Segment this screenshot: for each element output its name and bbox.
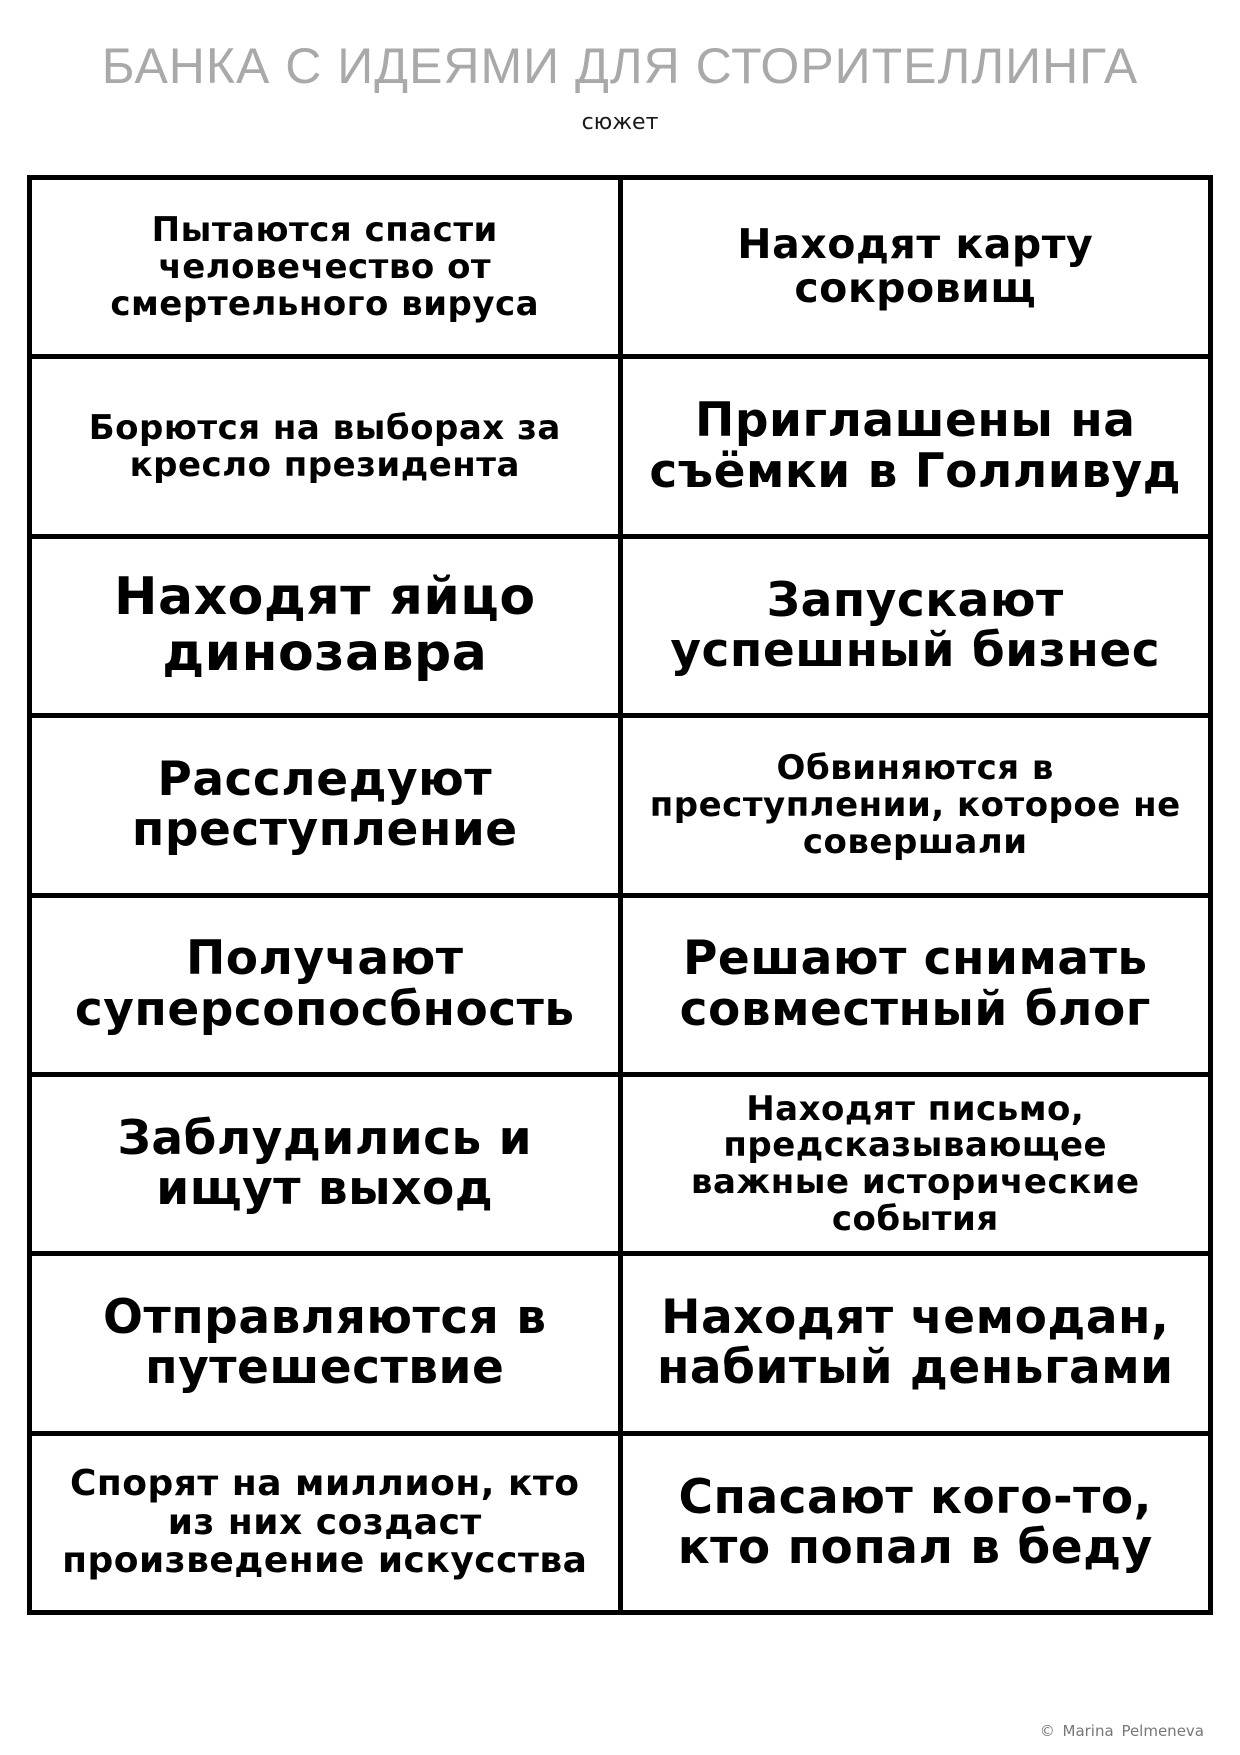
idea-card — [623, 718, 1209, 892]
idea-card — [623, 359, 1209, 533]
idea-card-text: Отправляются в путешествие — [103, 1290, 547, 1396]
idea-card — [32, 898, 618, 1072]
idea-card — [32, 1436, 618, 1610]
page-subtitle: сюжет — [581, 110, 659, 135]
idea-card — [623, 539, 1209, 713]
idea-card — [32, 539, 618, 713]
idea-card — [32, 180, 618, 354]
idea-card-text: Запускают успешный бизнес — [670, 572, 1161, 678]
page-title: БАНКА С ИДЕЯМИ ДЛЯ СТОРИТЕЛЛИНГА — [101, 38, 1139, 94]
idea-card-grid — [27, 175, 1213, 1615]
idea-card-text: Находят чемодан, набитый деньгами — [656, 1290, 1174, 1396]
idea-card-text: Находят письмо, предсказывающее важные исторические события — [690, 1088, 1140, 1239]
copyright-text: © Marina Pelmeneva — [1039, 1722, 1204, 1740]
idea-card — [623, 898, 1209, 1072]
idea-card-text: Получают суперсопосбность — [74, 931, 575, 1037]
idea-card-text: Обвиняются в преступлении, которое не совершали — [649, 748, 1181, 862]
idea-card-text: Находят яйцо динозавра — [113, 567, 536, 683]
idea-card — [32, 718, 618, 892]
idea-card-text: Спорят на миллион, кто из них создаст произведение искусства — [62, 1463, 588, 1582]
idea-card — [32, 1256, 618, 1430]
idea-card — [623, 1256, 1209, 1430]
idea-card-text: Расследуют преступление — [131, 752, 518, 858]
idea-card — [623, 1436, 1209, 1610]
idea-card-text: Спасают кого-то, кто попал в беду — [677, 1469, 1153, 1575]
idea-card — [32, 359, 618, 533]
idea-card-text: Пытаются спасти человечество от смертельного вируса — [110, 210, 540, 324]
idea-card-text: Борются на выборах за кресло президента — [88, 407, 561, 485]
idea-card — [32, 1077, 618, 1251]
idea-card — [623, 1077, 1209, 1251]
idea-card-text: Заблудились и ищут выход — [117, 1110, 533, 1217]
idea-card-text: Находят карту сокровищ — [737, 220, 1094, 313]
idea-card-text: Решают снимать совместный блог — [679, 931, 1151, 1037]
idea-card — [623, 180, 1209, 354]
idea-card-text: Приглашены на съёмки в Голливуд — [649, 393, 1182, 499]
